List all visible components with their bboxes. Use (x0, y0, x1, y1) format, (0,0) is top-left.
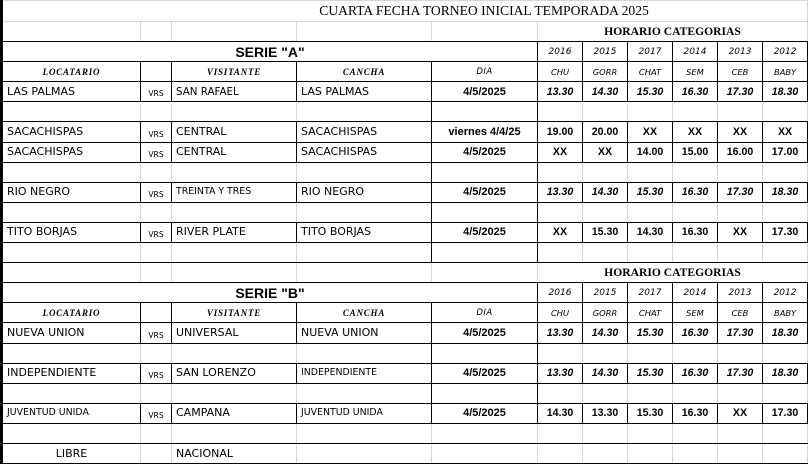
year-header: 2013 (718, 283, 763, 303)
time-cell: 16.30 (673, 403, 718, 423)
home-team: JUVENTUD UNIDA (2, 403, 141, 423)
time-cell: XX (718, 403, 763, 423)
away-team: CAMPANA (172, 403, 297, 423)
spacer-row (2, 162, 808, 182)
time-cell: 14.30 (628, 222, 673, 242)
match-row (2, 142, 808, 162)
header-dia: DIA (432, 62, 538, 82)
match-date: 4/5/2025 (432, 182, 538, 202)
horario-row-b (2, 263, 808, 283)
empty-cell (763, 202, 808, 222)
category-header: CHU (538, 303, 583, 323)
spacer-row (2, 423, 808, 443)
page-title: CUARTA FECHA TORNEO INICIAL TEMPORADA 2025 (2, 1, 808, 22)
series-title: SERIE "A" (2, 42, 538, 62)
empty-cell (538, 443, 583, 463)
away-team: SAN RAFAEL (172, 82, 297, 102)
time-cell: 16.30 (673, 222, 718, 242)
empty-cell (432, 263, 538, 283)
empty-cell (2, 243, 141, 263)
empty-cell (2, 263, 141, 283)
time-cell: 19.00 (538, 122, 583, 142)
spacer-row (2, 102, 808, 122)
empty-cell (432, 162, 538, 182)
year-header: 2016 (538, 42, 583, 62)
empty-cell (583, 343, 628, 363)
time-cell: 13.30 (538, 323, 583, 343)
empty-cell (297, 343, 432, 363)
header-locatario: LOCATARIO (2, 62, 141, 82)
year-header: 2012 (763, 283, 808, 303)
header-cancha: CANCHA (297, 303, 432, 323)
match-date: viernes 4/4/25 (432, 122, 538, 142)
time-cell: 14.30 (583, 363, 628, 383)
category-header: SEM (673, 303, 718, 323)
empty-cell (628, 383, 673, 403)
category-header: CHAT (628, 62, 673, 82)
empty-cell (628, 102, 673, 122)
empty-cell (2, 383, 141, 403)
empty-cell (297, 263, 432, 283)
empty-cell (583, 383, 628, 403)
empty-cell (718, 383, 763, 403)
category-header: SEM (673, 62, 718, 82)
empty-cell (718, 443, 763, 463)
empty-cell (673, 162, 718, 182)
category-header: CHAT (628, 303, 673, 323)
time-cell: 15.00 (673, 142, 718, 162)
empty-cell (141, 343, 172, 363)
time-cell: 17.30 (718, 182, 763, 202)
match-date: 4/5/2025 (432, 403, 538, 423)
empty-cell (172, 102, 297, 122)
category-header: BABY (763, 62, 808, 82)
year-header: 2014 (673, 283, 718, 303)
versus-label: VRS (141, 363, 172, 383)
column-header-row-a (2, 62, 808, 82)
spacer-row (2, 343, 808, 363)
away-team: TREINTA Y TRES (172, 182, 297, 202)
spacer-row (2, 243, 808, 263)
empty-cell (673, 343, 718, 363)
empty-cell (718, 343, 763, 363)
year-header: 2014 (673, 42, 718, 62)
time-cell: 14.30 (538, 403, 583, 423)
empty-cell (673, 423, 718, 443)
empty-cell (763, 243, 808, 263)
empty-cell (432, 443, 538, 463)
time-cell: 15.30 (628, 363, 673, 383)
time-cell: XX (538, 142, 583, 162)
time-cell: 16.00 (718, 142, 763, 162)
horario-categorias-label: HORARIO CATEGORIAS (538, 263, 808, 283)
venue: RIO NEGRO (297, 182, 432, 202)
empty-cell (297, 423, 432, 443)
time-cell: 14.00 (628, 142, 673, 162)
empty-cell (628, 243, 673, 263)
home-team: NUEVA UNION (2, 323, 141, 343)
match-row (2, 182, 808, 202)
year-header: 2017 (628, 42, 673, 62)
empty-cell (2, 22, 141, 42)
home-team: LAS PALMAS (2, 82, 141, 102)
time-cell: 14.30 (583, 182, 628, 202)
empty-cell (538, 423, 583, 443)
year-header: 2017 (628, 283, 673, 303)
versus-label: VRS (141, 182, 172, 202)
time-cell: 15.30 (628, 323, 673, 343)
time-cell: 16.30 (673, 323, 718, 343)
time-cell: 17.30 (763, 403, 808, 423)
match-date: 4/5/2025 (432, 142, 538, 162)
empty-cell (583, 243, 628, 263)
year-header: 2015 (583, 42, 628, 62)
empty-cell (718, 243, 763, 263)
venue: SACACHISPAS (297, 142, 432, 162)
time-cell: XX (628, 122, 673, 142)
empty-cell (718, 102, 763, 122)
empty-cell (763, 383, 808, 403)
empty-cell (673, 202, 718, 222)
venue: NUEVA UNION (297, 323, 432, 343)
home-team: INDEPENDIENTE (2, 363, 141, 383)
time-cell: 18.30 (763, 363, 808, 383)
match-row (2, 122, 808, 142)
empty-cell (141, 263, 172, 283)
away-team: CENTRAL (172, 122, 297, 142)
category-header: GORR (583, 303, 628, 323)
time-cell: 16.30 (673, 363, 718, 383)
year-header: 2012 (763, 42, 808, 62)
away-team: RIVER PLATE (172, 222, 297, 242)
time-cell: 13.30 (538, 82, 583, 102)
match-date: 4/5/2025 (432, 82, 538, 102)
time-cell: 14.30 (583, 82, 628, 102)
empty-cell (141, 243, 172, 263)
empty-cell (141, 162, 172, 182)
time-cell: 15.30 (583, 222, 628, 242)
match-date: 4/5/2025 (432, 323, 538, 343)
match-row (2, 403, 808, 423)
series-row-a (2, 42, 808, 62)
empty-cell (172, 423, 297, 443)
empty-cell (141, 443, 172, 463)
time-cell: 15.30 (628, 82, 673, 102)
match-date: 4/5/2025 (432, 363, 538, 383)
versus-label: VRS (141, 222, 172, 242)
time-cell: XX (538, 222, 583, 242)
empty-cell (583, 162, 628, 182)
category-header: CEB (718, 62, 763, 82)
time-cell: 20.00 (583, 122, 628, 142)
empty-cell (297, 443, 432, 463)
title-row (2, 1, 808, 22)
empty-cell (538, 162, 583, 182)
empty-cell (538, 343, 583, 363)
empty-cell (763, 423, 808, 443)
time-cell: 14.30 (583, 323, 628, 343)
spacer-row (2, 202, 808, 222)
empty-cell (763, 343, 808, 363)
category-header: CEB (718, 303, 763, 323)
empty-cell (432, 423, 538, 443)
versus-label: VRS (141, 122, 172, 142)
category-header: BABY (763, 303, 808, 323)
empty-cell (538, 202, 583, 222)
empty-cell (673, 243, 718, 263)
venue: LAS PALMAS (297, 82, 432, 102)
series-title: SERIE "B" (2, 283, 538, 303)
horario-row-a (2, 22, 808, 42)
empty-cell (141, 303, 172, 323)
empty-cell (718, 423, 763, 443)
time-cell: 17.30 (763, 222, 808, 242)
empty-cell (763, 162, 808, 182)
category-header: CHU (538, 62, 583, 82)
match-row (2, 363, 808, 383)
time-cell: 15.30 (628, 182, 673, 202)
empty-cell (172, 22, 297, 42)
empty-cell (718, 162, 763, 182)
empty-cell (763, 443, 808, 463)
time-cell: 17.30 (718, 363, 763, 383)
empty-cell (2, 162, 141, 182)
versus-label: VRS (141, 403, 172, 423)
header-visitante: VISITANTE (172, 303, 297, 323)
year-header: 2016 (538, 283, 583, 303)
horario-categorias-label: HORARIO CATEGORIAS (538, 22, 808, 42)
empty-cell (432, 102, 538, 122)
match-row (2, 323, 808, 343)
time-cell: 18.30 (763, 182, 808, 202)
header-cancha: CANCHA (297, 62, 432, 82)
empty-cell (583, 202, 628, 222)
empty-cell (2, 343, 141, 363)
empty-cell (432, 383, 538, 403)
time-cell: 16.30 (673, 82, 718, 102)
empty-cell (172, 243, 297, 263)
time-cell: 15.30 (628, 403, 673, 423)
header-visitante: VISITANTE (172, 62, 297, 82)
empty-cell (141, 202, 172, 222)
empty-cell (432, 243, 538, 263)
empty-cell (432, 22, 538, 42)
home-team: SACACHISPAS (2, 142, 141, 162)
year-header: 2015 (583, 283, 628, 303)
empty-cell (628, 423, 673, 443)
empty-cell (718, 202, 763, 222)
time-cell: 17.30 (718, 323, 763, 343)
empty-cell (432, 202, 538, 222)
empty-cell (538, 102, 583, 122)
series-row-b (2, 283, 808, 303)
time-cell: XX (673, 122, 718, 142)
empty-cell (763, 102, 808, 122)
empty-cell (538, 243, 583, 263)
empty-cell (583, 443, 628, 463)
time-cell: 17.00 (763, 142, 808, 162)
venue: TITO BORJAS (297, 222, 432, 242)
bye-team: NACIONAL (172, 443, 297, 463)
empty-cell (673, 443, 718, 463)
time-cell: 16.30 (673, 182, 718, 202)
home-team: TITO BORJAS (2, 222, 141, 242)
empty-cell (297, 22, 432, 42)
versus-label: VRS (141, 142, 172, 162)
empty-cell (297, 383, 432, 403)
venue: SACACHISPAS (297, 122, 432, 142)
time-cell: XX (718, 222, 763, 242)
empty-cell (628, 443, 673, 463)
empty-cell (141, 22, 172, 42)
empty-cell (2, 202, 141, 222)
column-header-row-b (2, 303, 808, 323)
versus-label: VRS (141, 323, 172, 343)
time-cell: 13.30 (583, 403, 628, 423)
empty-cell (583, 102, 628, 122)
match-row (2, 82, 808, 102)
empty-cell (673, 102, 718, 122)
empty-cell (141, 62, 172, 82)
time-cell: XX (583, 142, 628, 162)
time-cell: 18.30 (763, 323, 808, 343)
empty-cell (628, 202, 673, 222)
header-locatario: LOCATARIO (2, 303, 141, 323)
match-date: 4/5/2025 (432, 222, 538, 242)
away-team: SAN LORENZO (172, 363, 297, 383)
empty-cell (141, 102, 172, 122)
year-header: 2013 (718, 42, 763, 62)
category-header: GORR (583, 62, 628, 82)
empty-cell (297, 162, 432, 182)
empty-cell (297, 102, 432, 122)
empty-cell (2, 423, 141, 443)
spacer-row (2, 383, 808, 403)
bye-label: LIBRE (2, 443, 141, 463)
empty-cell (2, 102, 141, 122)
empty-cell (172, 162, 297, 182)
header-dia: DIA (432, 303, 538, 323)
empty-cell (172, 383, 297, 403)
time-cell: 18.30 (763, 82, 808, 102)
empty-cell (628, 162, 673, 182)
empty-cell (628, 343, 673, 363)
time-cell: XX (718, 122, 763, 142)
empty-cell (538, 383, 583, 403)
time-cell: 13.30 (538, 363, 583, 383)
empty-cell (172, 202, 297, 222)
bye-row (2, 443, 808, 463)
empty-cell (172, 343, 297, 363)
empty-cell (432, 343, 538, 363)
empty-cell (172, 263, 297, 283)
away-team: CENTRAL (172, 142, 297, 162)
empty-cell (141, 423, 172, 443)
home-team: RIO NEGRO (2, 182, 141, 202)
home-team: SACACHISPAS (2, 122, 141, 142)
venue: JUVENTUD UNIDA (297, 403, 432, 423)
venue: INDEPENDIENTE (297, 363, 432, 383)
empty-cell (583, 423, 628, 443)
empty-cell (141, 383, 172, 403)
match-row (2, 222, 808, 242)
time-cell: 17.30 (718, 82, 763, 102)
empty-cell (673, 383, 718, 403)
time-cell: XX (763, 122, 808, 142)
away-team: UNIVERSAL (172, 323, 297, 343)
versus-label: VRS (141, 82, 172, 102)
time-cell: 13.30 (538, 182, 583, 202)
empty-cell (297, 243, 432, 263)
empty-cell (297, 202, 432, 222)
